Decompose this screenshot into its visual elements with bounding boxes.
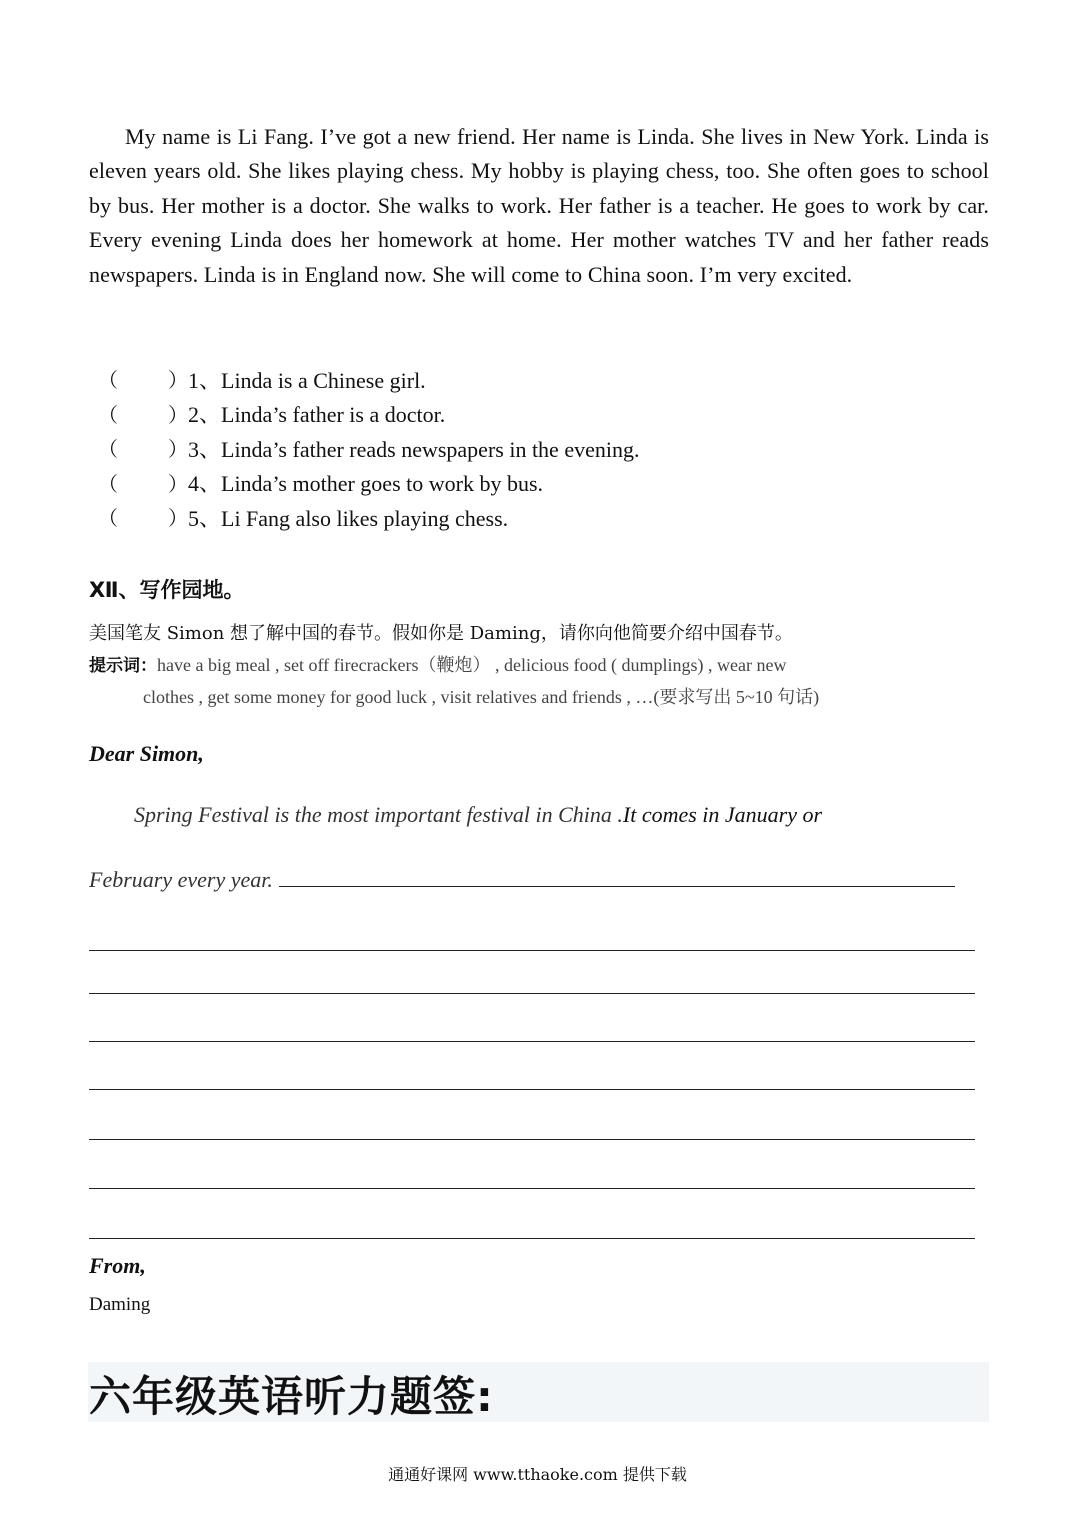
hint-words: [89, 650, 989, 713]
writing-answer-line-4[interactable]: [89, 1089, 975, 1090]
page-footer: 通通好课网 www.tthaoke.com 提供下载: [388, 1465, 687, 1484]
writing-answer-line-5[interactable]: [89, 1139, 975, 1140]
letter-opening-part-1: Spring Festival is the most important festival in China .: [134, 802, 623, 827]
writing-task: 美国笔友 Simon 想了解中国的春节。假如你是 Daming，请你向他简要介绍中国春节。: [89, 623, 793, 644]
question-text: 4、Linda’s mother goes to work by bus.: [188, 471, 544, 497]
letter-continuation-text: February every year.: [89, 867, 273, 892]
question-text: 5、Li Fang also likes playing chess.: [188, 505, 509, 531]
letter-greeting: Dear Simon,: [89, 741, 204, 766]
answer-blank-3[interactable]: [98, 433, 188, 463]
writing-answer-line-7[interactable]: [89, 1238, 975, 1239]
letter-opening-part-2: It comes in January or: [622, 802, 823, 827]
hint-label: 提示词：: [89, 656, 157, 676]
writing-answer-line-2[interactable]: [89, 993, 975, 994]
question-text: 3、Linda’s father reads newspapers in the evening.: [188, 436, 640, 462]
hint-text-line-2: clothes , get some money for good luck , visit relatives and friends , …(要求写出 5~10 句话): [143, 687, 820, 707]
letter-closing: From,: [89, 1253, 146, 1278]
question-5: [98, 500, 998, 535]
question-text: 2、Linda’s father is a doctor.: [188, 402, 446, 428]
answer-blank-4[interactable]: [98, 468, 188, 498]
right-paren: ）: [168, 506, 188, 531]
answer-blank-1[interactable]: [98, 364, 188, 394]
left-paren: （: [98, 402, 118, 427]
question-1: [98, 362, 998, 397]
question-4: [98, 466, 998, 501]
letter-opening-sentence: [134, 802, 822, 828]
listening-section-title: 六年级英语听力题签:: [89, 1372, 494, 1421]
hint-text-line-1: have a big meal , set off firecrackers（鞭炮） , delicious food ( dumplings) , wear new: [157, 655, 787, 675]
question-text: 1、Linda is a Chinese girl.: [188, 367, 426, 393]
right-paren: ）: [168, 437, 188, 462]
writing-blank-inline[interactable]: [279, 866, 955, 887]
reading-passage: My name is Li Fang. I’ve got a new friend. Her name is Linda. She lives in New York. Linda is eleven years old. She likes playing chess. My hobby is playing chess, too. She often goes to school by bus. Her mother is a doctor. She walks to work. Her father is a teacher. He goes to work by car. Every evening Linda does her homework at home. Her mother watches TV and her father reads newspapers. Linda is in England now. She will come to China soon. I’m very excited.: [89, 124, 989, 287]
question-3: [98, 431, 998, 466]
answer-blank-5[interactable]: [98, 502, 188, 532]
left-paren: （: [98, 437, 118, 462]
true-false-questions: [98, 362, 998, 535]
writing-answer-line-6[interactable]: [89, 1188, 975, 1189]
right-paren: ）: [168, 402, 188, 427]
question-2: [98, 397, 998, 432]
letter-continuation: [89, 866, 955, 893]
writing-section-heading: Ⅻ、写作园地。: [89, 578, 245, 602]
left-paren: （: [98, 471, 118, 496]
writing-answer-line-3[interactable]: [89, 1041, 975, 1042]
writing-answer-line-1[interactable]: [89, 950, 975, 951]
letter-signature: Daming: [89, 1294, 151, 1315]
left-paren: （: [98, 368, 118, 393]
right-paren: ）: [168, 471, 188, 496]
answer-blank-2[interactable]: [98, 399, 188, 429]
right-paren: ）: [168, 368, 188, 393]
left-paren: （: [98, 506, 118, 531]
